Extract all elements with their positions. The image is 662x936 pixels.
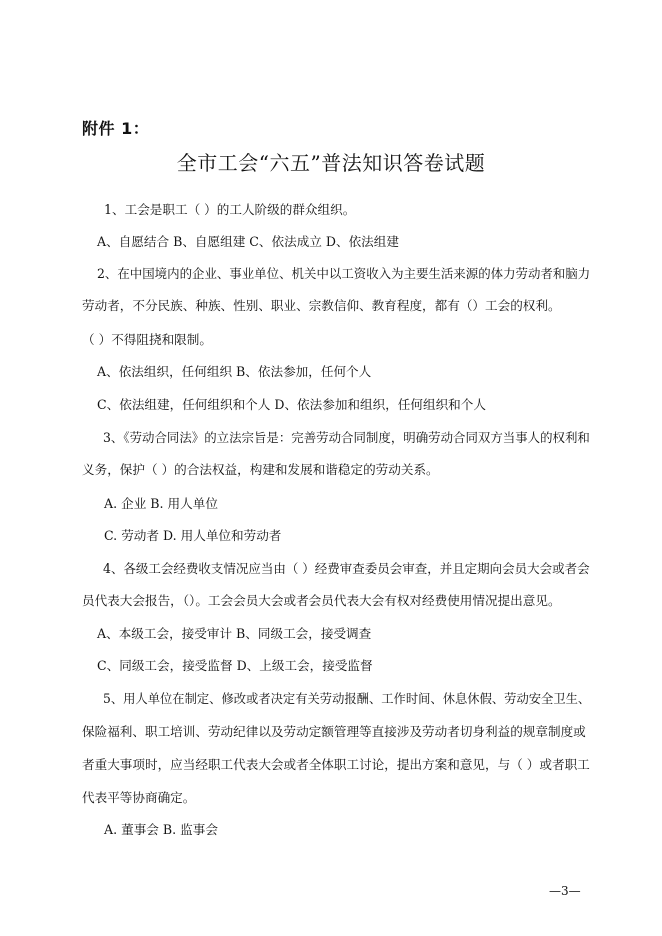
question-3: 3、《劳动合同法》的立法宗旨是：完善劳动合同制度，明确劳动合同双方当事人的权利和 [103,430,590,445]
question-2: 2、在中国境内的企业、事业单位、机关中以工资收入为主要生活来源的体力劳动者和脑力 [97,266,591,281]
attachment-label: 附件 1： [82,119,150,138]
question-5: 5、用人单位在制定、修改或者决定有关劳动报酬、工作时间、休息休假、劳动安全卫生、 [103,691,591,706]
question-4-options-ab: A、本级工会，接受审计 B、同级工会，接受调查 [97,626,372,641]
page-title: 全市工会“六五”普法知识答卷试题 [176,151,486,175]
question-1-options: A、自愿结合 B、自愿组建 C、依法成立 D、依法组建 [97,234,399,249]
question-5-line-2: 保险福利、职工培训、劳动纪律以及劳动定额管理等直接涉及劳动者切身利益的规章制度或 [82,724,586,739]
question-4-line-2: 员代表大会报告，（）。工会会员大会或者会员代表大会有权对经费使用情况提出意见。 [82,593,561,608]
question-5-options-ab: A. 董事会 B. 监事会 [104,822,218,837]
question-4: 4、各级工会经费收支情况应当由（ ）经费审查委员会审查，并且定期向会员大会或者会 [103,561,590,576]
question-4-options-cd: C、同级工会，接受监督 D、上级工会，接受监督 [97,658,373,673]
question-3-options-ab: A. 企业 B. 用人单位 [104,496,218,511]
question-2-line-3: （ ）不得阻挠和限制。 [82,332,212,347]
question-2-options-cd: C、依法组建，任何组织和个人 D、依法参加和组织，任何组织和个人 [97,397,486,412]
question-5-line-3: 者重大事项时，应当经职工代表大会或者全体职工讨论，提出方案和意见，与（ ）或者职工 [82,757,590,772]
page-number: —3— [549,884,581,898]
question-1: 1、工会是职工（ ）的工人阶级的群众组织。 [104,202,356,217]
question-2-line-2: 劳动者，不分民族、种族、性别、职业、宗教信仰、教育程度，都有（）工会的权利。 [82,298,561,313]
question-2-options-ab: A、依法组织，任何组织 B、依法参加，任何个人 [97,364,372,379]
question-3-options-cd: C. 劳动者 D. 用人单位和劳动者 [104,528,282,543]
question-3-line-2: 义务，保护（ ）的合法权益，构建和发展和谐稳定的劳动关系。 [82,462,439,477]
question-5-line-4: 代表平等协商确定。 [82,790,196,805]
